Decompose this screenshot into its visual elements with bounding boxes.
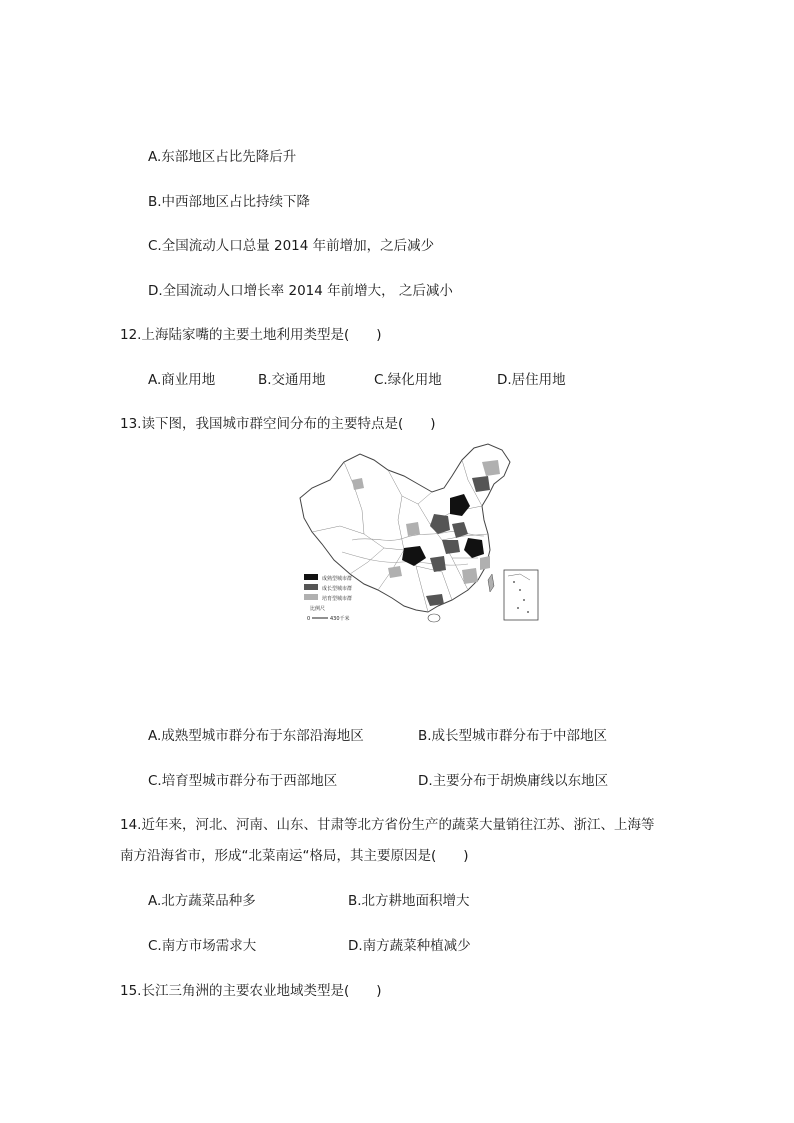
scale-start: 0: [307, 616, 311, 622]
china-urban-agglomeration-map: [292, 440, 542, 625]
q11-option-a: A.东部地区占比先降后升: [148, 149, 297, 165]
q15-stem: 15.长江三角洲的主要农业地域类型是( ): [120, 983, 382, 999]
scale-title: 比例尺: [310, 606, 326, 612]
q12-option-d: D.居住用地: [497, 372, 566, 388]
q11-option-c: C.全国流动人口总量 2014 年前增加，之后减少: [148, 238, 435, 254]
south-china-sea-inset: [504, 570, 538, 620]
q14-stem-line2: 南方沿海省市，形成“北菜南运“格局，其主要原因是( ): [120, 848, 469, 864]
q13-option-b: B.成长型城市群分布于中部地区: [418, 728, 608, 744]
legend-label-mature: 成熟型城市群: [322, 576, 353, 582]
q14-option-b: B.北方耕地面积增大: [348, 893, 470, 909]
legend-swatch-cultivating: [304, 594, 318, 600]
q12-option-c: C.绿化用地: [374, 372, 442, 388]
q11-option-b: B.中西部地区占比持续下降: [148, 194, 311, 210]
legend-label-cultivating: 培育型城市群: [322, 596, 353, 602]
q12-option-b: B.交通用地: [258, 372, 326, 388]
q13-option-d: D.主要分布于胡焕庸线以东地区: [418, 773, 609, 789]
q13-option-a: A.成熟型城市群分布于东部沿海地区: [148, 728, 364, 744]
legend-label-growing: 成长型城市群: [322, 586, 353, 592]
q13-option-c: C.培育型城市群分布于西部地区: [148, 773, 338, 789]
q11-option-d: D.全国流动人口增长率 2014 年前增大， 之后减小: [148, 283, 453, 299]
legend-swatch-mature: [304, 574, 318, 580]
q14-option-c: C.南方市场需求大: [148, 938, 257, 954]
q12-option-a: A.商业用地: [148, 372, 216, 388]
q13-stem: 13.读下图，我国城市群空间分布的主要特点是( ): [120, 416, 436, 432]
legend-swatch-growing: [304, 584, 318, 590]
q14-option-a: A.北方蔬菜品种多: [148, 893, 256, 909]
q12-stem: 12.上海陆家嘴的主要土地利用类型是( ): [120, 327, 382, 343]
map-legend: [304, 574, 352, 622]
q14-stem-line1: 14.近年来，河北、河南、山东、甘肃等北方省份生产的蔬菜大量销往江苏、浙江、上海等: [120, 817, 655, 833]
q14-option-d: D.南方蔬菜种植减少: [348, 938, 471, 954]
scale-end: 430千米: [330, 616, 350, 622]
